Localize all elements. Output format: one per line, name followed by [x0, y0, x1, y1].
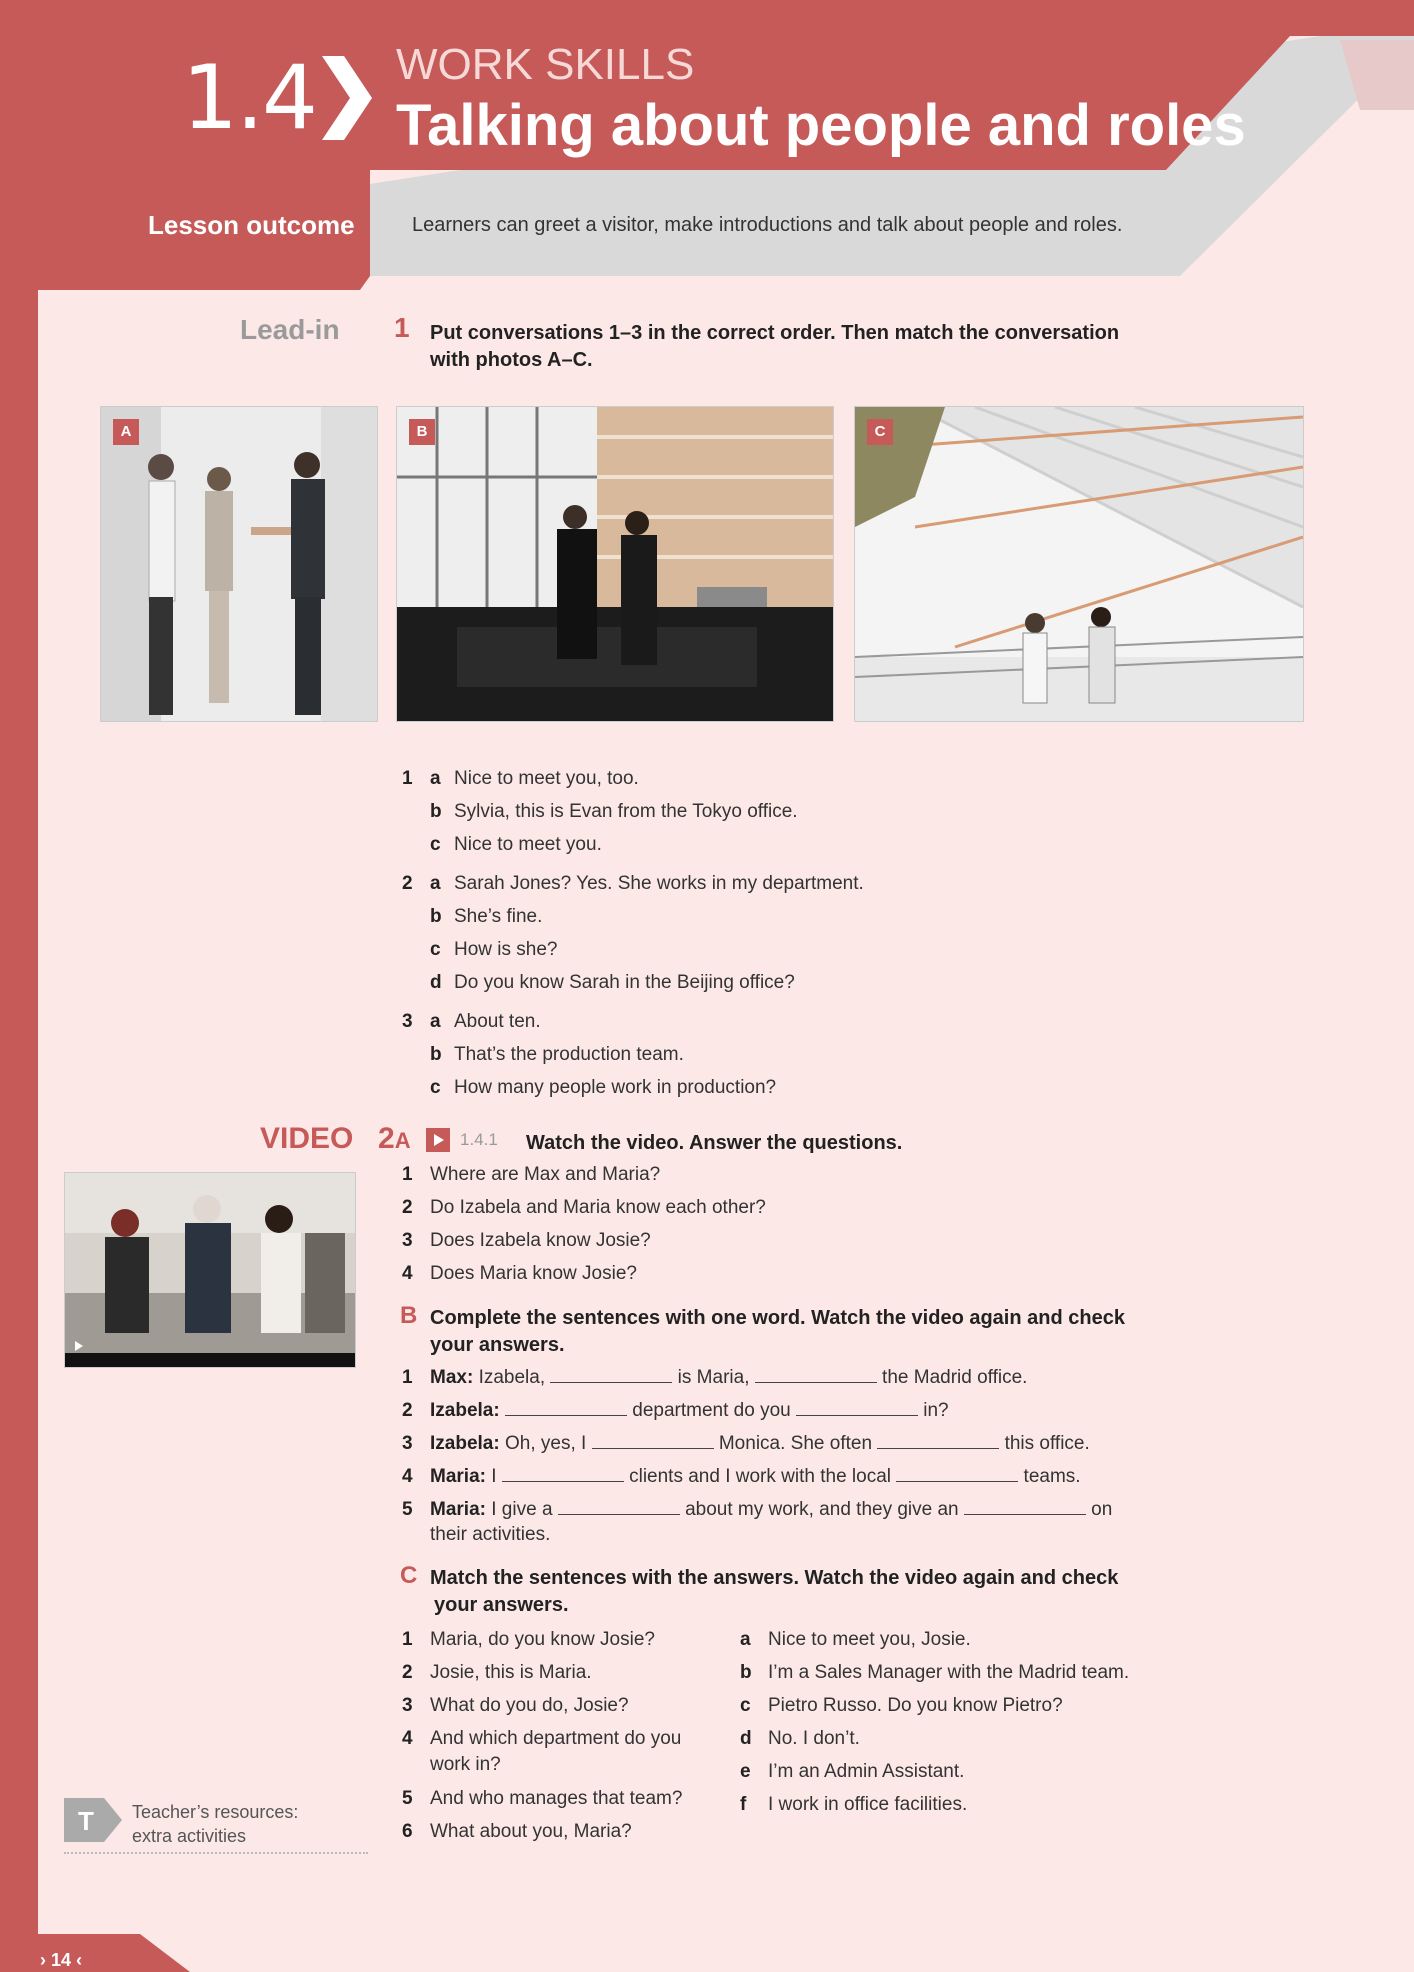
match-right-row: [740, 1759, 964, 1785]
teacher-resources-icon[interactable]: [64, 1798, 122, 1842]
match-text: And who manages that team?: [430, 1788, 683, 1809]
fill-row: [402, 1498, 1112, 1521]
match-number: 3: [402, 1695, 413, 1716]
video-label: VIDEO: [260, 1122, 354, 1155]
line-text: How many people work in production?: [454, 1077, 777, 1098]
exercise-b-letter: B: [400, 1302, 418, 1329]
exercise-2-number: 2: [378, 1122, 395, 1155]
blank-field[interactable]: [755, 1366, 877, 1383]
match-letter: a: [740, 1629, 751, 1650]
match-left-row: [402, 1726, 681, 1752]
fill-text: clients and I work with the local: [623, 1466, 897, 1487]
line-text: Do you know Sarah in the Beijing office?: [454, 972, 795, 993]
fill-number: 2: [402, 1400, 413, 1421]
blank-field[interactable]: [502, 1465, 624, 1482]
teacher-resources-text: [132, 1800, 298, 1848]
question-text: Does Maria know Josie?: [430, 1263, 637, 1284]
match-right-row: [740, 1627, 971, 1653]
match-text: What about you, Maria?: [430, 1821, 632, 1842]
conversation-number: 1: [402, 768, 413, 789]
question-row: [402, 1230, 651, 1252]
fill-text: teams.: [1018, 1466, 1081, 1487]
blank-field[interactable]: [550, 1366, 672, 1383]
fill-text: about my work, and they give an: [679, 1499, 964, 1520]
line-letter: d: [430, 972, 442, 993]
exercise-1-instruction-2: with photos A–C.: [430, 349, 593, 371]
teacher-resources-icon-letter: T: [78, 1806, 94, 1836]
fill-text: I: [485, 1466, 502, 1487]
match-text: What do you do, Josie?: [430, 1695, 629, 1716]
match-right-row: [740, 1792, 967, 1818]
fill-text: Izabela,: [473, 1367, 551, 1388]
match-text: Pietro Russo. Do you know Pietro?: [768, 1695, 1063, 1716]
exercise-c-letter: C: [400, 1562, 418, 1589]
match-text: I’m a Sales Manager with the Madrid team.: [768, 1662, 1130, 1683]
fill-text: on: [1085, 1499, 1113, 1520]
fill-number: 3: [402, 1433, 413, 1454]
line-text: Nice to meet you.: [454, 834, 602, 855]
match-letter: e: [740, 1761, 751, 1782]
speaker: Max:: [430, 1367, 474, 1388]
footer-tab: [0, 1934, 190, 1972]
line-letter: b: [430, 801, 442, 822]
line-text: Sylvia, this is Evan from the Tokyo office.: [454, 801, 798, 822]
line-text: About ten.: [454, 1011, 541, 1032]
conversation-number: 2: [402, 873, 413, 894]
fill-text: in?: [917, 1400, 949, 1421]
photo-c-tag: C: [867, 419, 893, 445]
match-text: Nice to meet you, Josie.: [768, 1629, 971, 1650]
page-number-value: 14: [51, 1950, 72, 1970]
photo-a-image: [101, 407, 377, 721]
match-text: I work in office facilities.: [768, 1794, 968, 1815]
photo-b: [396, 406, 834, 722]
match-letter: d: [740, 1728, 752, 1749]
fill-row: [402, 1432, 1090, 1455]
photo-b-image: [397, 407, 833, 721]
blank-field[interactable]: [592, 1432, 714, 1449]
fill-text: department do you: [626, 1400, 796, 1421]
exercise-b-instruction-1: Complete the sentences with one word. Watch the video again and check: [430, 1307, 1125, 1329]
line-letter: c: [430, 1077, 441, 1098]
fill-text: this office.: [999, 1433, 1090, 1454]
lesson-outcome-label: Lesson outcome: [148, 210, 355, 240]
exercise-1-instruction-1: Put conversations 1–3 in the correct order. Then match the conversation: [430, 322, 1120, 344]
fill-number: 4: [402, 1466, 413, 1487]
question-text: Where are Max and Maria?: [430, 1164, 661, 1185]
fill-text: Oh, yes, I: [499, 1433, 592, 1454]
line-letter: a: [430, 1011, 441, 1032]
match-left-row: [402, 1693, 629, 1719]
blank-field[interactable]: [964, 1498, 1086, 1515]
fill-text: Monica. She often: [713, 1433, 878, 1454]
line-letter: c: [430, 939, 441, 960]
match-text: work in?: [430, 1754, 501, 1775]
exercise-2-letter: A: [394, 1128, 411, 1153]
speaker: Izabela:: [430, 1433, 500, 1454]
page-number: › 14 ‹: [40, 1950, 83, 1970]
match-number: 6: [402, 1821, 413, 1842]
question-row: [402, 1197, 766, 1219]
video-thumbnail-image: [65, 1173, 355, 1367]
match-text: Maria, do you know Josie?: [430, 1629, 655, 1650]
photo-b-tag: B: [409, 419, 435, 445]
exercise-c-instruction-2: your answers.: [434, 1594, 569, 1616]
lead-in-label: Lead-in: [240, 314, 340, 345]
match-number: 1: [402, 1629, 413, 1650]
line-letter: a: [430, 768, 441, 789]
page-title: Talking about people and roles: [396, 93, 1246, 158]
blank-field[interactable]: [796, 1399, 918, 1416]
match-left-row: [402, 1786, 682, 1812]
line-text: How is she?: [454, 939, 558, 960]
line-text: She’s fine.: [454, 906, 543, 927]
match-right-row: [740, 1693, 1063, 1719]
teacher-resources-line1: Teacher’s resources:: [132, 1802, 299, 1822]
match-text: Josie, this is Maria.: [430, 1662, 592, 1683]
match-number: 5: [402, 1788, 413, 1809]
question-number: 2: [402, 1197, 413, 1218]
exercise-2a-instruction: Watch the video. Answer the questions.: [526, 1132, 903, 1154]
line-letter: b: [430, 1044, 442, 1065]
lesson-outcome-text: Learners can greet a visitor, make introductions and talk about people and roles.: [412, 214, 1123, 236]
fill-number: 1: [402, 1367, 413, 1388]
unit-number: 1.4: [182, 46, 316, 149]
play-video-icon[interactable]: [426, 1128, 450, 1152]
photo-a: [100, 406, 378, 722]
blank-field[interactable]: [877, 1432, 999, 1449]
speaker: Izabela:: [430, 1400, 500, 1421]
exercise-1-number: 1: [394, 312, 410, 343]
fill-row: [402, 1399, 949, 1422]
question-text: Do Izabela and Maria know each other?: [430, 1197, 766, 1218]
match-left-row: [402, 1660, 592, 1686]
line-text: Sarah Jones? Yes. She works in my department.: [454, 873, 864, 894]
photo-c-image: [855, 407, 1303, 721]
divider: [64, 1852, 368, 1854]
question-number: 4: [402, 1263, 413, 1284]
question-number: 3: [402, 1230, 413, 1251]
match-letter: c: [740, 1695, 751, 1716]
match-number: 2: [402, 1662, 413, 1683]
exercise-c-instruction-1: Match the sentences with the answers. Watch the video again and check: [430, 1567, 1119, 1589]
teacher-resources-line2: extra activities: [132, 1826, 247, 1846]
fill-text: I give a: [485, 1499, 558, 1520]
section-label: WORK SKILLS: [396, 40, 695, 89]
fill-row-continuation: their activities.: [430, 1524, 551, 1545]
question-text: Does Izabela know Josie?: [430, 1230, 651, 1251]
exercise-b-instruction-2: your answers.: [430, 1334, 565, 1356]
fill-text: the Madrid office.: [876, 1367, 1028, 1388]
conversation-number: 3: [402, 1011, 413, 1032]
match-right-row: [740, 1660, 1129, 1686]
question-number: 1: [402, 1164, 413, 1185]
speaker: Maria:: [430, 1466, 486, 1487]
match-left-row: [402, 1752, 501, 1778]
fill-row: [402, 1366, 1027, 1389]
video-code: 1.4.1: [460, 1130, 498, 1149]
match-text: I’m an Admin Assistant.: [768, 1761, 965, 1782]
match-number: 4: [402, 1728, 413, 1749]
sidebar-stripe: [0, 0, 38, 1972]
blank-field[interactable]: [558, 1498, 680, 1515]
fill-text: is Maria,: [672, 1367, 755, 1388]
photo-a-tag: A: [113, 419, 139, 445]
line-letter: b: [430, 906, 442, 927]
match-left-row: [402, 1819, 632, 1845]
line-text: Nice to meet you, too.: [454, 768, 639, 789]
match-letter: f: [740, 1794, 747, 1815]
question-row: [402, 1263, 637, 1285]
photo-c: [854, 406, 1304, 722]
video-thumbnail[interactable]: [64, 1172, 356, 1368]
line-text: That’s the production team.: [454, 1044, 684, 1065]
blank-field[interactable]: [505, 1399, 627, 1416]
line-letter: c: [430, 834, 441, 855]
match-text: And which department do you: [430, 1728, 682, 1749]
match-text: No. I don’t.: [768, 1728, 860, 1749]
line-letter: a: [430, 873, 441, 894]
match-left-row: [402, 1627, 655, 1653]
chevron-right-icon: [322, 56, 372, 140]
question-row: [402, 1164, 660, 1186]
match-right-row: [740, 1726, 860, 1752]
exercise-2a-number: [378, 1122, 411, 1156]
blank-field[interactable]: [896, 1465, 1018, 1482]
fill-row: [402, 1465, 1081, 1488]
speaker: Maria:: [430, 1499, 486, 1520]
match-letter: b: [740, 1662, 752, 1683]
fill-number: 5: [402, 1499, 413, 1520]
